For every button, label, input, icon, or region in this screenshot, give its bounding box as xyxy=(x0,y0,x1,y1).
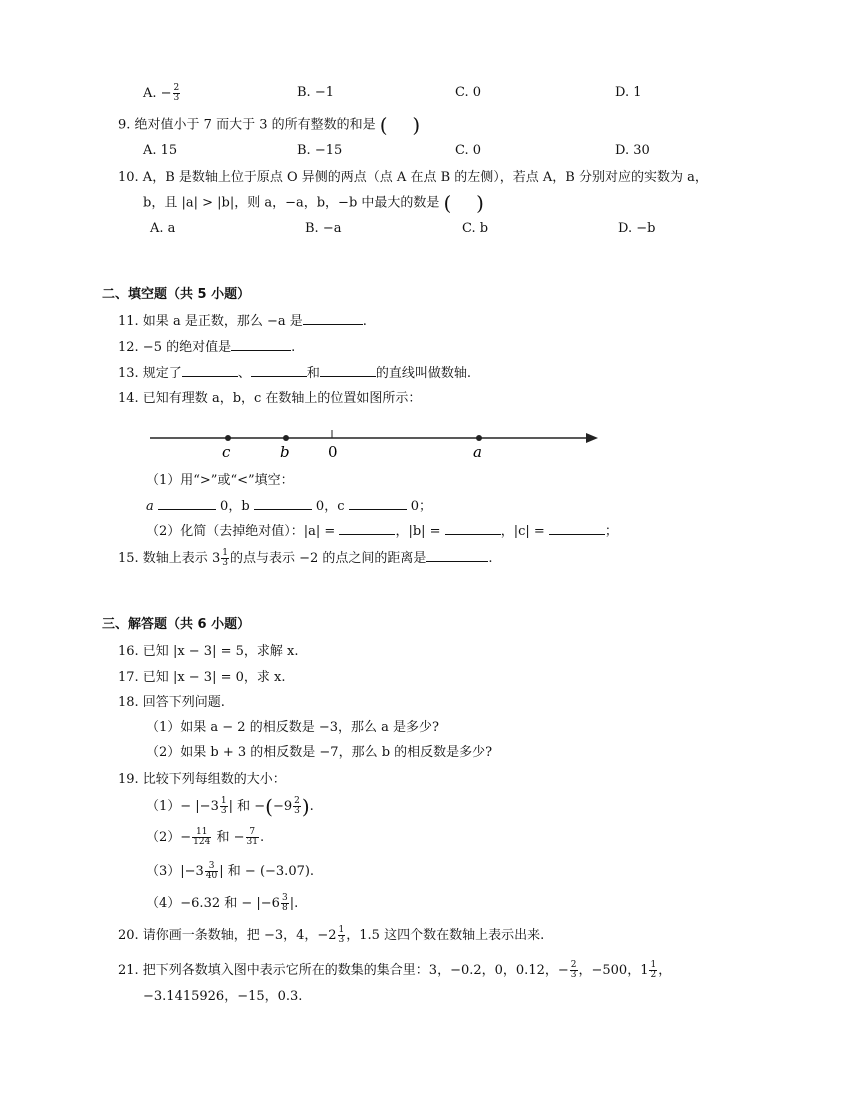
q21-line2: −3.1415926，−15，0.3. xyxy=(143,989,303,1004)
q9-option-c: C. 0 xyxy=(455,143,482,158)
q14-stem: 14. 已知有理数 a，b，c 在数轴上的位置如图所示： xyxy=(118,391,422,406)
q18-sub1: （1）如果 a − 2 的相反数是 −3，那么 a 是多少? xyxy=(146,720,439,735)
q12: 12. −5 的绝对值是 . xyxy=(118,340,296,355)
label-b: b xyxy=(280,443,290,461)
q9-option-a: A. 15 xyxy=(143,143,178,158)
q19-sub2: （2）− $\frac{11}{124}$ 和 − $\frac{7}{31}$ . xyxy=(146,827,265,847)
q10-option-c: C. b xyxy=(462,221,489,236)
q19-sub1: （1）− |−3 $\frac{1}{3}$ | 和 −(−9 $\frac{2}{3}$ ). xyxy=(146,794,314,819)
label-c: c xyxy=(222,443,231,461)
q19-sub4: （4）−6.32 和 − |−6 $\frac{3}{8}$ |. xyxy=(146,893,299,913)
q8-option-b: B. −1 xyxy=(297,85,334,100)
q10-stem-line1: 10. A，B 是数轴上位于原点 O 异侧的两点（点 A 在点 B 的左侧），若点 A，B 分别对应的实数为 a， xyxy=(118,170,708,185)
q15: 15. 数轴上表示 3 $\frac{1}{3}$ 的点与表示 −2 的点之间的距离是 . xyxy=(118,548,493,568)
q14-sub1-blanks: a 0，b 0，c 0； xyxy=(146,499,433,514)
q16: 16. 已知 |x − 3| = 5，求解 x. xyxy=(118,644,299,659)
q9-option-d: D. 30 xyxy=(615,143,650,158)
q8-option-c: C. 0 xyxy=(455,85,482,100)
q10-option-b: B. −a xyxy=(305,221,342,236)
label-zero: 0 xyxy=(328,443,338,461)
axis-arrow xyxy=(586,433,598,443)
q21-line1: 21. 把下列各数填入图中表示它所在的数集的集合里：3，−0.2，0，0.12，− $\frac{2}{3}$ ，−500，1 $\frac{1}{2}$ ， xyxy=(118,960,672,980)
q8-option-a: A. − $\frac{2}{3}$ xyxy=(143,83,180,103)
q14-sub1: （1）用“>”或“<”填空： xyxy=(146,473,294,488)
label-a: a xyxy=(473,443,482,461)
q20: 20. 请你画一条数轴，把 −3，4，−2 $\frac{1}{3}$ ，1.5 这四个数在数轴上表示出来. xyxy=(118,925,545,945)
point-a xyxy=(476,435,482,441)
section-fill-in-heading: 二、填空题（共 5 小题） xyxy=(102,287,251,302)
q18-sub2: （2）如果 b + 3 的相反数是 −7，那么 b 的相反数是多少? xyxy=(146,745,493,760)
q19-sub3: （3）|−3 $\frac{3}{40}$ | 和 − (−3.07). xyxy=(146,861,315,881)
point-c xyxy=(225,435,231,441)
point-b xyxy=(283,435,289,441)
q8-option-d: D. 1 xyxy=(615,85,642,100)
q10-stem-line2: b，且 |a| > |b|，则 a，−a，b，−b 中最大的数是 ( ) xyxy=(143,191,484,215)
q13: 13. 规定了 、 和 的直线叫做数轴. xyxy=(118,366,471,381)
q10-option-d: D. −b xyxy=(618,221,656,236)
q10-option-a: A. a xyxy=(150,221,176,236)
q19-stem: 19. 比较下列每组数的大小： xyxy=(118,772,286,787)
q9-option-b: B. −15 xyxy=(297,143,343,158)
q18-stem: 18. 回答下列问题. xyxy=(118,695,225,710)
q14-sub2: （2）化简（去掉绝对值）：|a| = ，|b| = ，|c| = ； xyxy=(146,524,618,539)
section-answer-heading: 三、解答题（共 6 小题） xyxy=(102,617,251,632)
q14-number-line xyxy=(146,424,606,464)
q17: 17. 已知 |x − 3| = 0，求 x. xyxy=(118,670,286,685)
q11: 11. 如果 a 是正数，那么 −a 是 . xyxy=(118,314,367,329)
q9-stem: 9. 绝对值小于 7 而大于 3 的所有整数的和是 ( ) xyxy=(118,113,421,137)
